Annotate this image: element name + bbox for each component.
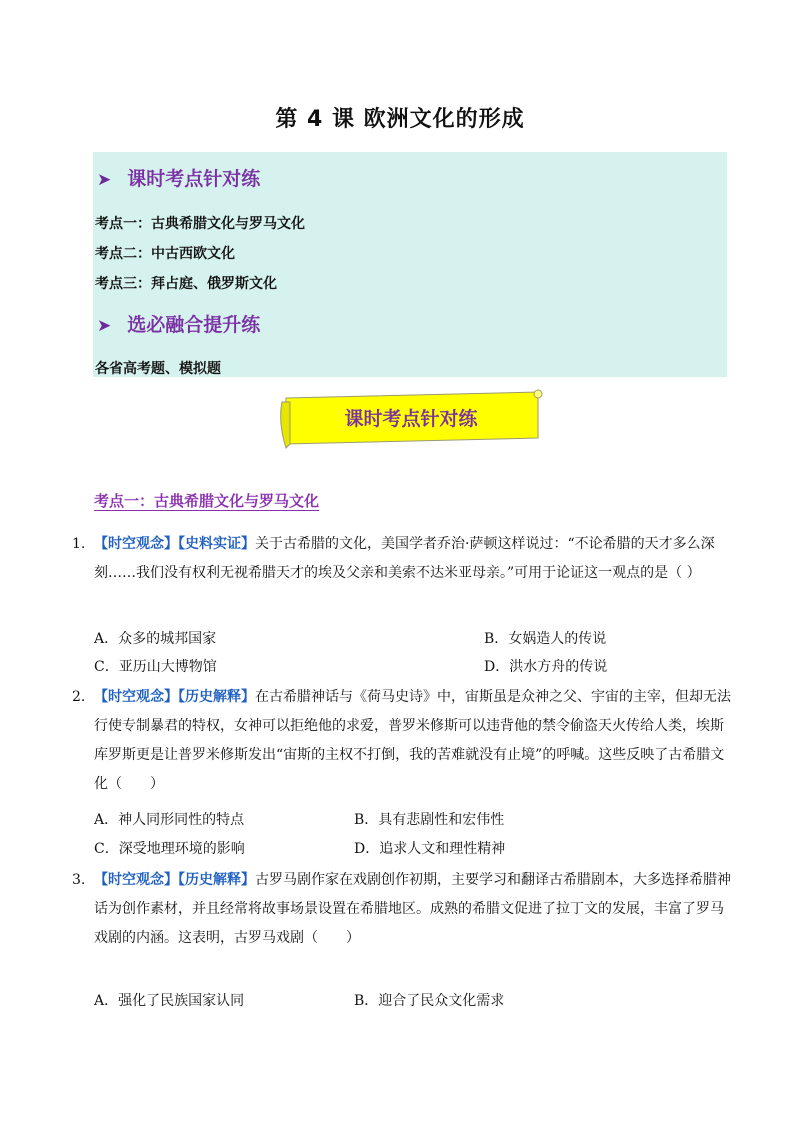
option-a[interactable]: A．强化了民族国家认同 <box>94 993 245 1009</box>
toc-heading-practice <box>97 164 260 191</box>
option-b[interactable]: B．具有悲剧性和宏伟性 <box>354 812 505 828</box>
toc-item-1[interactable]: 考点一：古典希腊文化与罗马文化 <box>95 216 305 232</box>
tag-label: 【时空观念】 <box>94 689 178 705</box>
tag-label: 【时空观念】 <box>94 872 178 888</box>
toc-item-2[interactable]: 考点二：中古西欧文化 <box>95 246 235 262</box>
triangle-arrow-icon: ➤ <box>97 316 112 336</box>
option-a[interactable]: A．神人同形同性的特点 <box>94 812 245 828</box>
tag-label: 【时空观念】 <box>94 536 178 552</box>
question-number: 2. <box>72 689 86 705</box>
toc-heading-improve <box>97 310 260 337</box>
option-d[interactable]: D．洪水方舟的传说 <box>484 659 608 675</box>
question-number: 1. <box>72 536 86 552</box>
tag-label: 【历史解释】 <box>178 872 255 888</box>
triangle-arrow-icon: ➤ <box>97 170 112 190</box>
option-c[interactable]: C．深受地理环境的影响 <box>94 841 245 857</box>
toc-sub[interactable]: 各省高考题、模拟题 <box>95 361 221 377</box>
question-1 <box>72 530 732 588</box>
toc-heading-practice-label: 课时考点针对练 <box>127 168 261 190</box>
tag-label: 【历史解释】 <box>178 689 255 705</box>
toc-item-3[interactable]: 考点三：拜占庭、俄罗斯文化 <box>95 276 277 292</box>
option-a[interactable]: A．众多的城邦国家 <box>94 631 217 647</box>
option-b[interactable]: B．迎合了民众文化需求 <box>354 993 505 1009</box>
question-2 <box>72 683 732 799</box>
section-heading: 考点一：古典希腊文化与罗马文化 <box>94 492 320 510</box>
question-text: 关于古希腊的文化，美国学者乔治·萨顿这样说过：“不论希腊的天才多么深刻……我们没有权利无视希腊天才的埃及父亲和美索不达米亚母亲。”可用于论证这一观点的是（ ） <box>94 536 715 581</box>
option-d[interactable]: D．追求人文和理性精神 <box>354 841 506 857</box>
question-3 <box>72 866 732 953</box>
banner-label: 课时考点针对练 <box>344 408 478 430</box>
question-number: 3. <box>72 872 86 888</box>
option-c[interactable]: C．亚历山大博物馆 <box>94 659 217 675</box>
toc-box <box>93 152 727 377</box>
option-b[interactable]: B．女娲造人的传说 <box>484 631 607 647</box>
section-banner <box>276 388 546 454</box>
page-title: 第 4 课 欧洲文化的形成 <box>275 107 525 132</box>
question-text: 古罗马剧作家在戏剧创作初期，主要学习和翻译古希腊剧本，大多选择希腊神话为创作素材，并且经常将故事场景设置在希腊地区。成熟的希腊文促进了拉丁文的发展，丰富了罗马戏剧的内涵。这表明，古罗马戏剧（ ） <box>94 872 731 946</box>
tag-label: 【史料实证】 <box>178 536 255 552</box>
toc-heading-improve-label: 选必融合提升练 <box>127 314 261 336</box>
question-text: 在古希腊神话与《荷马史诗》中，宙斯虽是众神之父、宇宙的主宰，但却无法行使专制暴君的特权，女神可以拒绝他的求爱，普罗米修斯可以违背他的禁令偷盗天火传给人类，埃斯库罗斯更是让普罗米修斯发出“宙斯的主权不打倒，我的苦难就没有止境”的呼喊。这些反映了古希腊文化（ ） <box>94 689 731 792</box>
